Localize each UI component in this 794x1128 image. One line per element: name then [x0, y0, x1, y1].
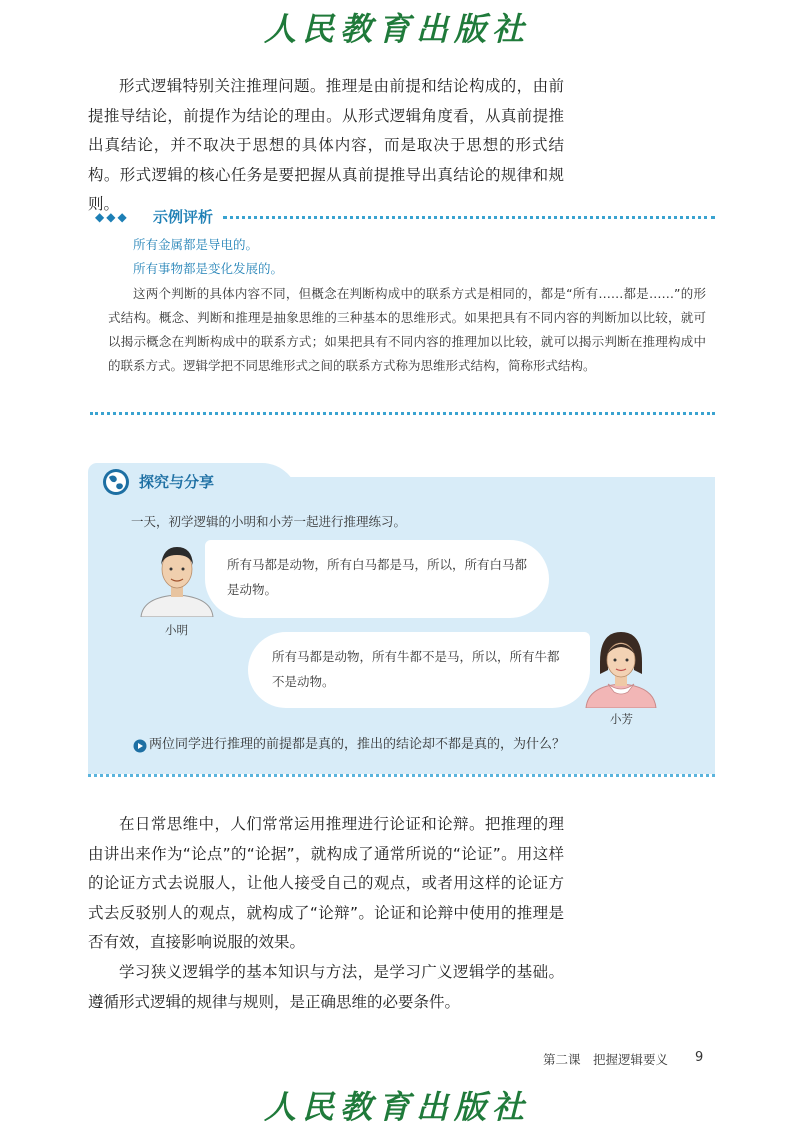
xiaoming-name-label: 小明 — [165, 623, 188, 637]
example-analysis: 这两个判断的具体内容不同，但概念在判断构成中的联系方式是相同的，都是“所有……都是……”的形式结构。概念、判断和推理是抽象思维的三种基本的思维形式。如果把具有不同内容的判断加以比较，就可以揭示概念在判断构成中的联系方式；如果把具有不同内容的推理加以比较，就可以揭示判断在推理构成中的联系方式。逻辑学把不同思维形式之间的联系方式称为思维形式结构，简称形式结构。 — [108, 286, 706, 373]
divider — [90, 412, 715, 415]
example-premise-1: 所有金属都是导电的。 — [133, 237, 259, 252]
page-number: 9 — [695, 1050, 704, 1065]
divider — [223, 216, 715, 219]
explore-story: 一天，初学逻辑的小明和小芳一起进行推理练习。 — [131, 514, 407, 529]
publisher-logo-top: 人民教育出版社 — [263, 10, 530, 48]
divider — [88, 774, 715, 777]
xiaoming-speech-bubble: 所有马都是动物，所有白马都是马，所以，所有白马都是动物。 — [205, 540, 549, 618]
xiaofang-name-label: 小芳 — [610, 712, 633, 726]
main-paragraph-1: 在日常思维中，人们常常运用推理进行论证和论辩。把推理的理由讲出来作为“论点”的“论据”，就构成了通常所说的“论证”。用这样的论证方式去说服人，让他人接受自己的观点，或者用这样的论证方式去反驳别人的观点，就构成了“论辩”。论证和论辩中使用的推理是否有效，直接影响说服的效果。 — [88, 815, 564, 951]
explore-title: 探究与分享 — [139, 473, 215, 491]
play-arrow-icon — [133, 739, 147, 753]
diamond-icon: ◆◆◆ — [95, 210, 129, 224]
explore-question: 两位同学进行推理的前提都是真的，推出的结论却不都是真的，为什么？ — [149, 737, 566, 752]
intro-paragraph: 形式逻辑特别关注推理问题。推理是由前提和结论构成的，由前提推导结论，前提作为结论的理由。从形式逻辑角度看，从真前提推出真结论，并不取决于思想的具体内容，而是取决于思想的形式结构。形式逻辑的核心任务是要把握从真前提推导出真结论的规律和规则。 — [88, 77, 564, 213]
globe-icon — [101, 467, 131, 497]
publisher-logo-bottom: 人民教育出版社 — [263, 1088, 530, 1126]
main-paragraph-2: 学习狭义逻辑学的基本知识与方法，是学习广义逻辑学的基础。遵循形式逻辑的规律与规则，是正确思维的必要条件。 — [88, 963, 564, 1011]
example-premise-2: 所有事物都是变化发展的。 — [133, 261, 284, 276]
example-title: 示例评析 — [153, 208, 214, 226]
example-header — [95, 206, 715, 228]
xiaofang-speech-bubble: 所有马都是动物，所有牛都不是马，所以，所有牛都不是动物。 — [248, 632, 590, 708]
footer-chapter: 第二课 把握逻辑要义 — [543, 1052, 669, 1067]
girl-avatar — [582, 622, 660, 708]
